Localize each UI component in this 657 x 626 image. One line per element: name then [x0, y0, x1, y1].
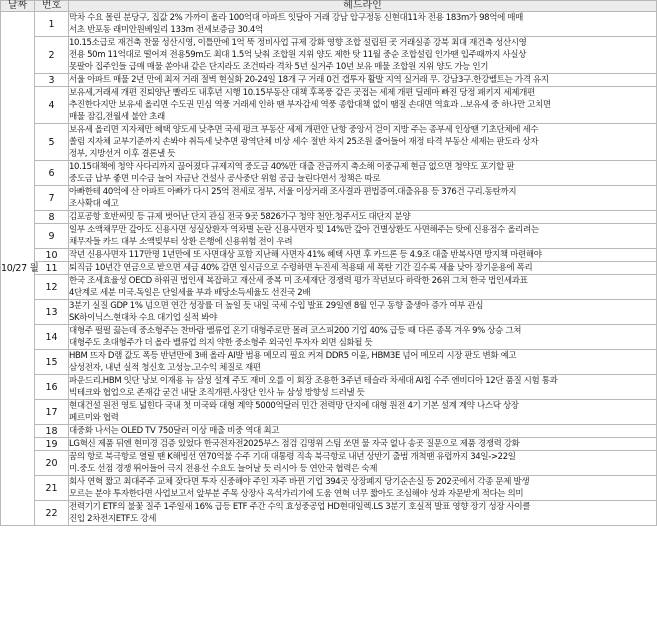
- table-row: [1, 300, 657, 325]
- table-row: [1, 325, 657, 350]
- headline-line: 현대건설 원전 영토 넓힌다 국내 첫 미국와 대형 계약 5000억달러 민간 전력망 단지에 대형 원전 4기 기본 설계 계약 나스닥 상장: [69, 401, 519, 411]
- headline-cell: [69, 438, 657, 451]
- headline-line: 한국 조세효율성 OECD 하위권 법인세 복잡하고 재산세 중복 미 조세재단 경쟁력 평가 작년보다 하락한 26위 그쳐 한국 법인세과표: [69, 276, 528, 286]
- table-row: [1, 400, 657, 425]
- row-number: 19: [35, 438, 69, 451]
- headline-line: 3분기 실질 GDP 1% 넘으면 연간 성장률 더 높일 듯 내일 국세 수입 발표 29일엔 8월 인구 동향 출생아 증가 여부 관심: [69, 301, 484, 311]
- headline-line: HBM 뜨자 D램 값도 폭등 반년만에 3배 올라 AI발 범용 메모리 필요 커져 DDR5 이윤, HBM3E 넘어 메모리 시장 판도 변화 예고: [69, 351, 517, 361]
- row-number: 18: [35, 425, 69, 438]
- headline-cell: [69, 375, 657, 400]
- headline-line: 채무자들 카드 대부 소액빚부터 상환 은행에 신용위험 전이 우려: [69, 237, 293, 247]
- row-number: 4: [35, 87, 69, 124]
- headline-line: 페르미와 협력: [69, 413, 119, 423]
- headline-line: 10.15소급로 재건축 찬물 성산시영, 이틀만에 1억 뚝 정비사업 규제 강화 영향 조합 설립된 곳 거래실종 강북 최대 재건축 성산시영: [69, 38, 527, 48]
- column-header-date: 날짜: [1, 1, 35, 12]
- headline-line: 추진한다지만 보유세 올리면 수도권 민심 역풍 거래세 인하 땐 부자감세 역풍 종합대책 없이 땜질 손대면 역효과 ..보유세 중 하나만 고치면: [69, 100, 551, 110]
- headline-cell: [69, 12, 657, 37]
- table-row: [1, 12, 657, 37]
- headline-line: 전용 50m 11억대로 떨어져 전용59m도 최대 1.5억 낮춰 조합원 지위 양도 제한 탓 11월 중순 조합설립 인가땐 입주때까지 사실상: [69, 50, 527, 60]
- headline-line: 파운드리.HBM 잇단 낭보 이재용 뉴 삼성 설계 주도 재비 오를 이 회장 조용한 3주년 테슬라 차세대 AI칩 수주 엔비디아 12단 품질 시험 통과: [69, 376, 558, 386]
- headline-cell: [69, 262, 657, 275]
- headline-line: 보유세,거래세 개편 진퇴양난 빨라도 내후년 시행 10.15부동산 대책 후폭풍 같은 곳접는 세제 개편 딜레마 빠진 당정 패키지 세제개편: [69, 88, 535, 98]
- headline-cell: [69, 249, 657, 262]
- headline-cell: [69, 350, 657, 375]
- headline-cell: [69, 425, 657, 438]
- headline-cell: [69, 275, 657, 300]
- table-row: [1, 37, 657, 74]
- row-number: 21: [35, 476, 69, 501]
- table-row: [1, 262, 657, 275]
- headline-line: 대형주 펄펄 끓는데 중소형주는 찬바람 밸류업 온기 대형주로만 몰려 코스피200 기업 40% 급등 때 다른 종목 겨우 9% 상승 그쳐: [69, 326, 522, 336]
- headline-cell: [69, 74, 657, 87]
- table-row: [1, 74, 657, 87]
- headline-line: SK하이닉스.현대차 수요 대기업 실적 봐야: [69, 313, 217, 323]
- date-cell: 10/27 월: [1, 12, 35, 526]
- table-row: [1, 476, 657, 501]
- table-row: [1, 224, 657, 249]
- headline-cell: [69, 124, 657, 161]
- headline-line: 대중화 나서는 OLED TV 750달러 이상 매출 비중 역대 최고: [69, 426, 280, 436]
- table-row: [1, 451, 657, 476]
- row-number: 16: [35, 375, 69, 400]
- headline-line: 보유세 올리면 지자체만 혜택 양도세 낮추면 국세 펑크 부동산 세제 개편안 난항 중앙서 걷이 지방 주는 종부세 인상땐 기초단체에 세수: [69, 125, 539, 135]
- headline-line: 4단계로 세분 미국.독일은 단일세율 부과 배당소득세율도 선진국 2배: [69, 288, 311, 298]
- headline-line: 꿈의 항로 북극항로 열릴 땐 K해빙선 연70억불 수주 기대 대통령 직속 북극항로 내년 상반기 출범 개척땐 유럽까지 34일->22일: [69, 452, 516, 462]
- headline-cell: [69, 400, 657, 425]
- headline-line: 아빠한테 40억에 산 아파트 아빠가 다시 25억 전세로 정부, 서울 이상거래 조사결과 편법증여.대출유용 등 376건 구리.동탄까지: [69, 187, 517, 197]
- headline-cell: [69, 300, 657, 325]
- headline-line: 10.15대책에 청약 사다리까지 끊어졌다 규제지역 중도금 40%만 대출 잔금까지 축소해 이중규제 현금 없으면 청약도 포기할 판: [69, 162, 515, 172]
- headline-line: 미.중도 선점 경쟁 뛰어들어 극지 전용선 수요도 늘어날 듯 러시아 등 연안국 협력은 숙제: [69, 464, 378, 474]
- row-number: 14: [35, 325, 69, 350]
- headline-cell: [69, 501, 657, 526]
- headline-line: 중도금 납부 좋면 미수금 늘어 자금난 건설사 공사중단 위험 공급 늘린다면서 정책은 따로: [69, 174, 381, 184]
- headline-line: 퇴직금 10년간 연금으로 받으면 세금 40% 감면 일시금으로 수령하면 누진세 적용돼 세 폭탄 기간 길수록 세율 낮아 장기운용에 폭리: [69, 263, 533, 273]
- headline-line: 김포공항 호반써밋 등 규제 벗어난 단지 관심 전국 9곳 5826가구 청약 천안.청주서도 대단지 분양: [69, 212, 411, 222]
- row-number: 6: [35, 161, 69, 186]
- table-header-row: [1, 1, 657, 12]
- headline-line: 막차 수요 몰린 분당구, 집값 2% 가까이 올라 100억대 아파트 잇달아 거래 강남 압구정동 신현대11차 전용 183m가 98억에 매매: [69, 13, 524, 23]
- row-number: 5: [35, 124, 69, 161]
- row-number: 9: [35, 224, 69, 249]
- table-row: [1, 249, 657, 262]
- row-number: 22: [35, 501, 69, 526]
- headline-line: 모르는 분야 투자한다면 사업보고서 앞부분 주목 상장사 옥석가리기에 도움 연혁 너무 짧아도 조심해야 성과 자문받게 적다는 의미: [69, 489, 524, 499]
- headline-cell: [69, 325, 657, 350]
- row-number: 13: [35, 300, 69, 325]
- headline-cell: [69, 476, 657, 501]
- table-row: [1, 275, 657, 300]
- headline-cell: [69, 451, 657, 476]
- row-number: 3: [35, 74, 69, 87]
- headline-line: 삼성전자, 내년 실적 청신호 고성능.고수익 체질로 재편: [69, 363, 261, 373]
- headline-line: 대형주도 초대형주가 더 올라 밸류업 의지 약한 중소형주 외국인 투자자 외면 심화될 듯: [69, 338, 373, 348]
- row-number: 8: [35, 211, 69, 224]
- headline-line: 빅테크와 협업으로 존재감 굳건 내달 조직개편.사장단 인사 뉴 삼성 방향성 드러낼 듯: [69, 388, 365, 398]
- row-number: 7: [35, 186, 69, 211]
- headline-cell: [69, 186, 657, 211]
- column-header-headline: 헤드라인: [69, 1, 657, 12]
- headline-line: 서울 아파트 매물 2년 만에 최저 거래 절벽 현실화 20-24일 18개 구 거래 0건 갭투자 활발 지역 실거래 무. 강남3구.한강벨트는 가격 유지: [69, 75, 549, 85]
- headline-line: 못팔아 집주인들 급매 매물 쏟아내 같은 단지라도 조건따라 격차 5년 실거주 10년 보유 매물 조합원 지위 양도 가능 인기: [69, 62, 489, 72]
- headline-cell: [69, 161, 657, 186]
- row-number: 2: [35, 37, 69, 74]
- table-row: [1, 501, 657, 526]
- row-number: 1: [35, 12, 69, 37]
- headline-line: 서초 반포동 래미안원베일리 133m 전세보증금 30.4억: [69, 25, 263, 35]
- headline-line: 작년 신용사면자 117만명 1년만에 또 사면대상 포함 지난해 사면자 41% 혜택 사면 후 카드론 등 4.9조 대출 반복사면 방지책 마련해야: [69, 250, 542, 260]
- table-row: [1, 161, 657, 186]
- table-row: [1, 186, 657, 211]
- table-row: [1, 350, 657, 375]
- table-row: [1, 124, 657, 161]
- row-number: 11: [35, 262, 69, 275]
- row-number: 10: [35, 249, 69, 262]
- headline-line: 일부 소액채무만 갚아도 신용사면 성실상환자 역차별 논란 신용사면자 빚 14%만 갚아 건별상환도 사면해주는 탓에 신용점수 올리려는: [69, 225, 539, 235]
- row-number: 15: [35, 350, 69, 375]
- column-header-number: 번호: [35, 1, 69, 12]
- headline-line: 진입 2차전지ETF도 강세: [69, 514, 157, 524]
- headline-cell: [69, 224, 657, 249]
- headline-cell: [69, 87, 657, 124]
- table-row: [1, 87, 657, 124]
- headline-line: 정부, 지방선거 이후 결론낼 듯: [69, 149, 176, 159]
- table-row: [1, 438, 657, 451]
- row-number: 12: [35, 275, 69, 300]
- table-body: [1, 12, 657, 526]
- row-number: 20: [35, 451, 69, 476]
- table-row: [1, 375, 657, 400]
- headline-cell: [69, 37, 657, 74]
- headline-line: 조사확대 예고: [69, 199, 119, 209]
- table-row: [1, 425, 657, 438]
- row-number: 17: [35, 400, 69, 425]
- headline-line: 매물 잠김,전월세 불안 초래: [69, 112, 165, 122]
- headline-line: 쏠림 지자체 교부기준까지 손봐야 취득세 낮추면 광역단체 비상 세수 절반 차지 25조원 줄어들어 재정 타격 부동산 세제는 판도라 상자: [69, 137, 539, 147]
- table-row: [1, 211, 657, 224]
- headline-line: 전력기기 ETF의 불꽃 질주 1주일새 16% 급등 ETF 주간 수익 효성중공업 HD현대일렉.LS 3분기 호실적 발표 영향 장기 성장 사이클: [69, 502, 531, 512]
- headline-line: LG혁신 제품 뒤엔 현미경 검증 있었다 한국전자전2025부스 점검 김명위 스팀 쏘면 물 자국 없나 송곳 질문으로 제품 경쟁력 강화: [69, 439, 520, 449]
- headline-line: 회사 연혁 짧고 최대주주 교체 잦다면 투자 신중해야 주인 자주 바뀐 기업 394곳 상장폐지 당기순손실 등 202곳에서 각종 문제 발생: [69, 477, 530, 487]
- headline-cell: [69, 211, 657, 224]
